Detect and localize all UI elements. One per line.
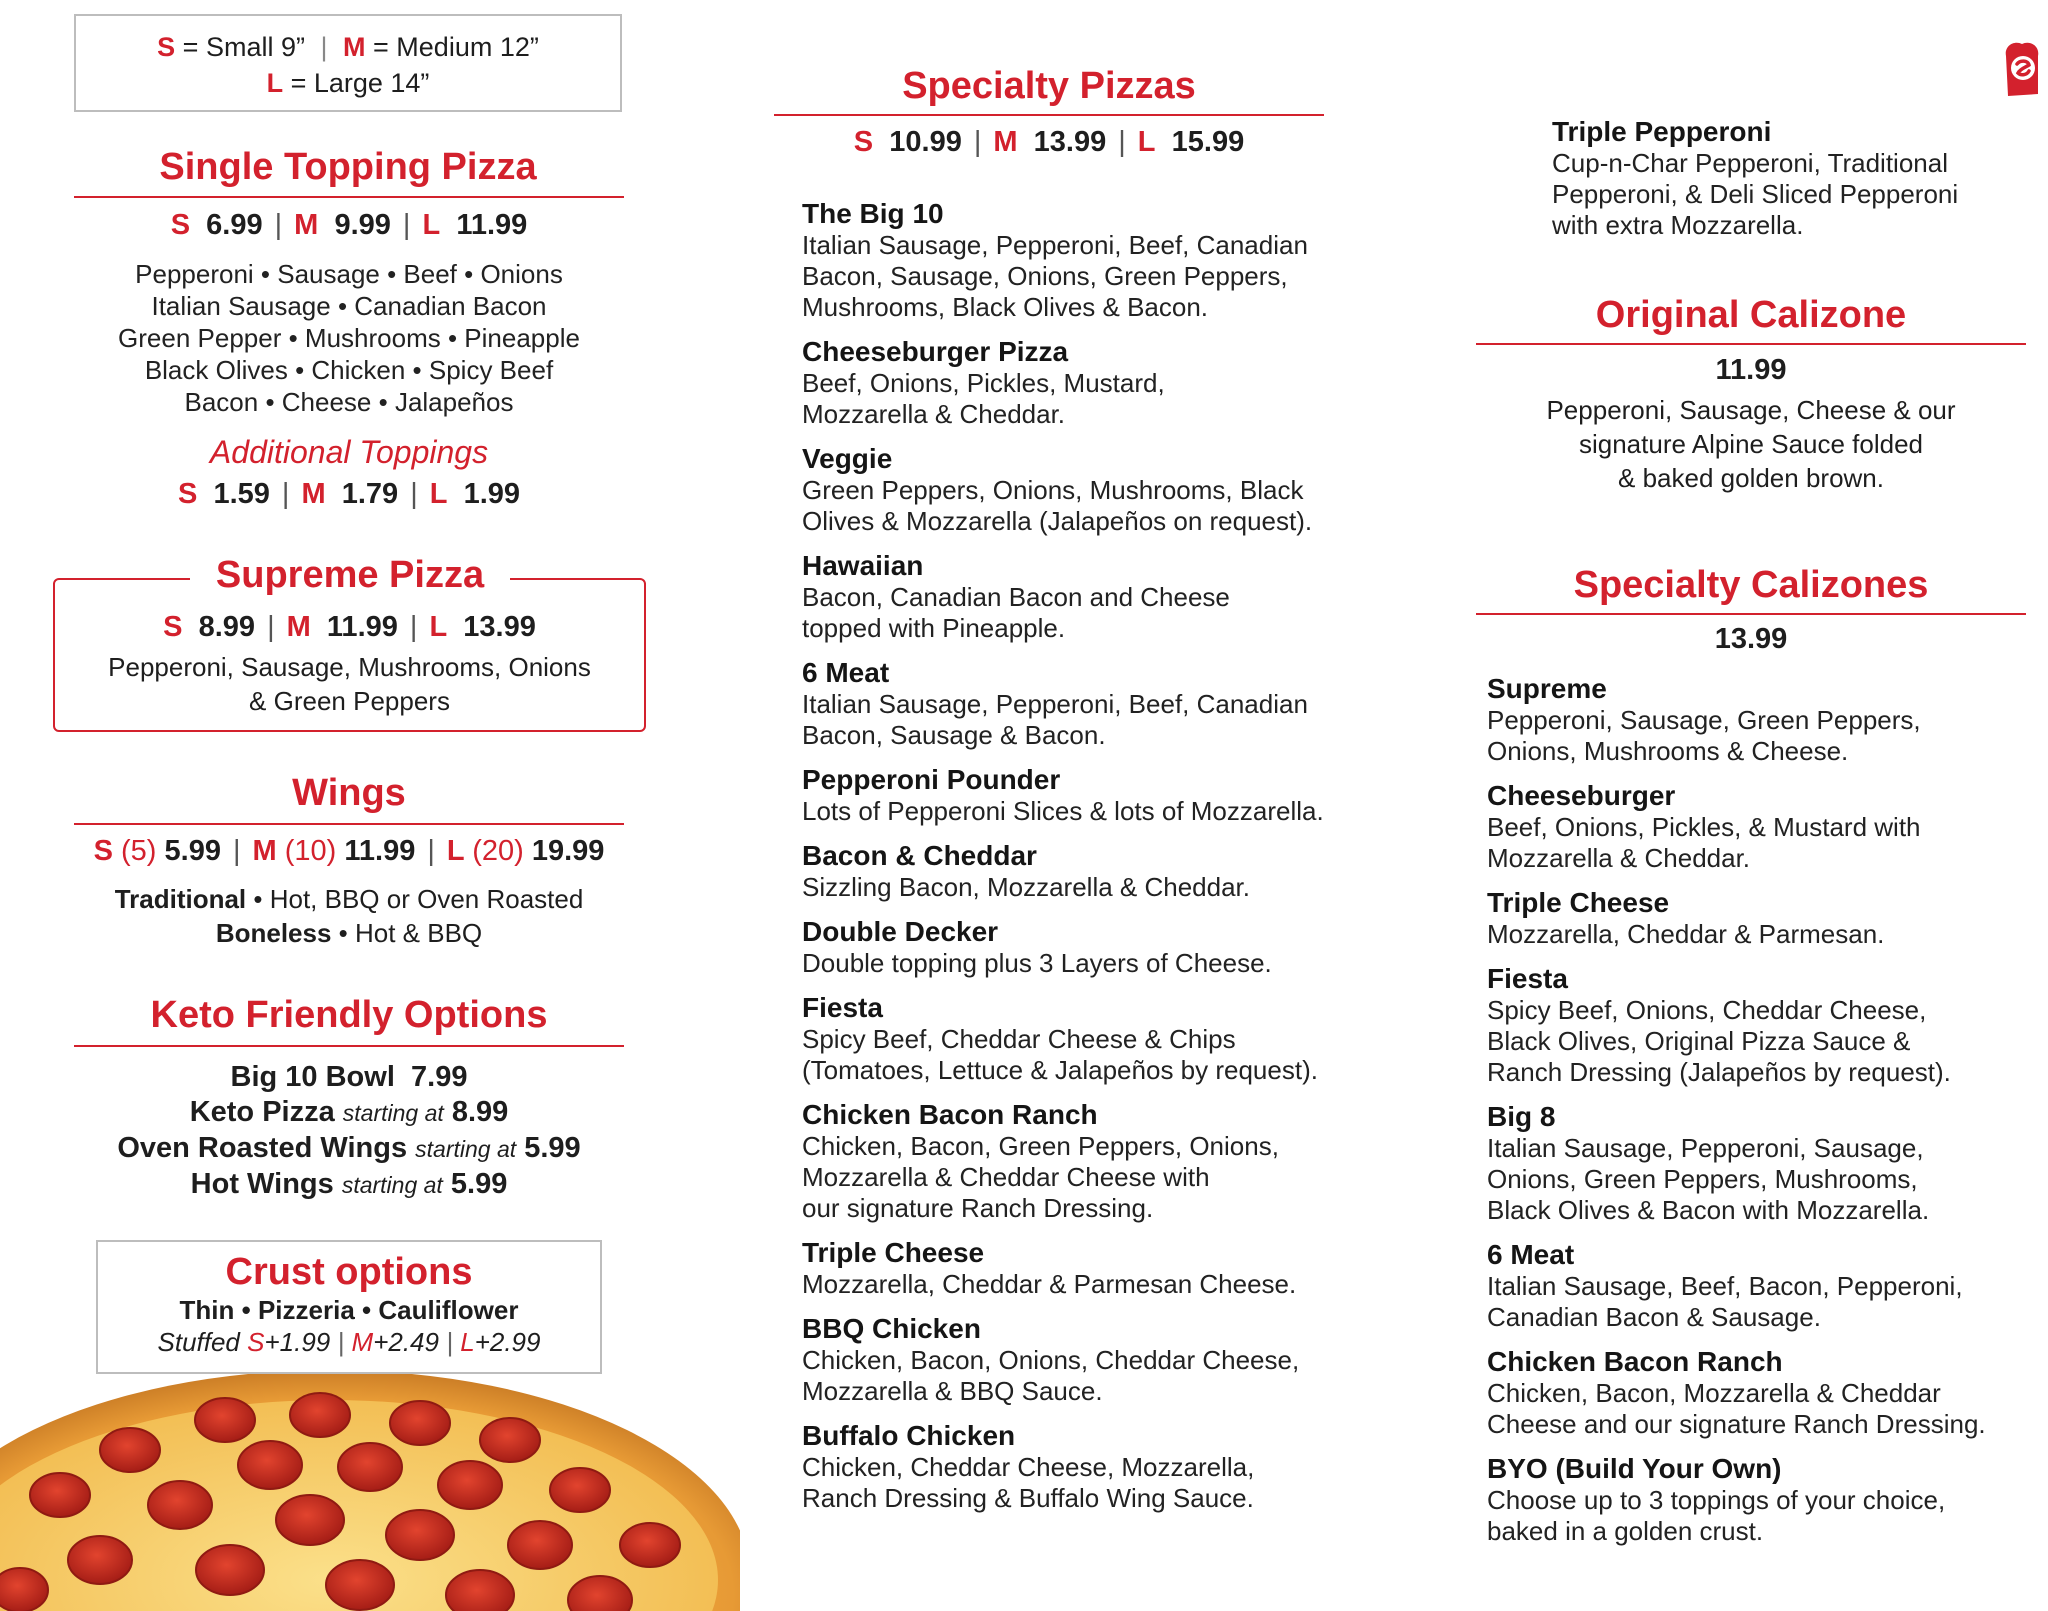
specialty-pizzas-rule <box>774 114 1324 116</box>
item-desc: Onions, Green Peppers, Mushrooms, <box>1487 1164 1918 1194</box>
item-name: Fiesta <box>1487 963 1568 994</box>
item-desc: Onions, Mushrooms & Cheese. <box>1487 736 1849 766</box>
keto-list <box>54 1060 644 1203</box>
item-desc: Beef, Onions, Pickles, & Mustard with <box>1487 812 1921 842</box>
wings-title: Wings <box>292 772 406 814</box>
item-desc: Olives & Mozzarella (Jalapeños on request). <box>802 506 1313 536</box>
menu-item <box>802 1099 1402 1224</box>
supreme-pizza-title: Supreme Pizza <box>190 553 510 597</box>
wings-price-m: 11.99 <box>344 835 416 867</box>
keto-title: Keto Friendly Options <box>150 994 548 1036</box>
item-desc: our signature Ranch Dressing. <box>802 1193 1154 1223</box>
wings-traditional-text: • Hot, BBQ or Oven Roasted <box>253 884 584 914</box>
topping-line: Green Pepper • Mushrooms • Pineapple <box>118 323 580 353</box>
crust-stuffed: Stuffed S+1.99 | M+2.49 | L+2.99 <box>157 1327 541 1357</box>
item-desc: Bacon, Canadian Bacon and Cheese <box>802 582 1230 612</box>
menu-item <box>802 1237 1402 1300</box>
item-name: BYO (Build Your Own) <box>1487 1453 1782 1484</box>
crust-options-box <box>96 1240 602 1374</box>
wings-boneless-label: Boneless <box>215 918 332 948</box>
item-desc: Ranch Dressing (Jalapeños by request). <box>1487 1057 1951 1087</box>
item-desc: topped with Pineapple. <box>802 613 1066 643</box>
menu-item <box>1487 887 2037 950</box>
wings-count-m: (10) <box>284 835 337 867</box>
chef-logo-icon <box>2000 38 2044 100</box>
menu-item <box>1487 1346 2037 1440</box>
crust-stuffed-m: +2.49 <box>373 1327 439 1357</box>
item-name: Cheeseburger Pizza <box>802 336 1069 367</box>
menu-item <box>1487 1239 2037 1333</box>
original-calzone-rule <box>1476 343 2026 345</box>
specialty-calzones-title: Specialty Calizones <box>1573 564 1929 606</box>
specialty-calzones-price: 13.99 <box>1714 623 1788 655</box>
topping-line: Black Olives • Chicken • Spicy Beef <box>144 355 554 385</box>
supreme-desc-line: & Green Peppers <box>249 686 450 716</box>
topping-line: Pepperoni • Sausage • Beef • Onions <box>135 259 563 289</box>
calzone-desc-line: signature Alpine Sauce folded <box>1578 429 1924 459</box>
specialty-price-m: 13.99 <box>1033 126 1107 158</box>
item-name: Big 8 <box>1487 1101 1556 1132</box>
keto-item-name: Hot Wings <box>190 1168 334 1200</box>
keto-item-name: Oven Roasted Wings <box>117 1132 408 1164</box>
item-desc: Canadian Bacon & Sausage. <box>1487 1302 1821 1332</box>
item-desc: Mozzarella & BBQ Sauce. <box>802 1376 1103 1406</box>
item-desc: Chicken, Bacon, Green Peppers, Onions, <box>802 1131 1279 1161</box>
item-name: Double Decker <box>802 916 999 947</box>
single-price-s: 6.99 <box>206 209 263 241</box>
supreme-price-s: 8.99 <box>198 611 256 643</box>
wings-options <box>74 882 624 950</box>
crust-title: Crust options <box>225 1251 473 1293</box>
item-name: BBQ Chicken <box>802 1313 981 1344</box>
supreme-pizza-prices: S 8.99 | M 11.99 | L 13.99 <box>163 611 536 643</box>
wings-price-l: 19.99 <box>531 835 605 867</box>
item-desc: Choose up to 3 toppings of your choice, <box>1487 1485 1946 1515</box>
item-desc: Italian Sausage, Pepperoni, Beef, Canadian <box>802 689 1308 719</box>
pepperoni-pizza-image <box>0 1345 740 1611</box>
item-desc: Double topping plus 3 Layers of Cheese. <box>802 948 1272 978</box>
keto-item <box>54 1167 644 1203</box>
item-desc: Spicy Beef, Cheddar Cheese & Chips <box>802 1024 1236 1054</box>
item-desc: Italian Sausage, Pepperoni, Beef, Canadian <box>802 230 1308 260</box>
size-label-small: = Small 9” <box>182 32 305 62</box>
menu-item <box>802 443 1402 537</box>
item-desc: Green Peppers, Onions, Mushrooms, Black <box>802 475 1304 505</box>
keto-item <box>54 1095 644 1131</box>
menu-item <box>802 1313 1402 1407</box>
menu-item <box>802 992 1402 1086</box>
menu-item <box>802 764 1402 827</box>
wings-prices: S (5) 5.99 | M (10) 11.99 | L (20) 19.99 <box>93 835 605 867</box>
menu-item <box>802 336 1402 430</box>
specialty-pizzas-list <box>802 198 1402 1527</box>
calzone-desc-line: & baked golden brown. <box>1618 463 1884 493</box>
original-calzone-title: Original Calizone <box>1595 294 1907 336</box>
keto-item-price: 8.99 <box>451 1096 509 1128</box>
item-name: Bacon & Cheddar <box>802 840 1037 871</box>
item-name: Triple Cheese <box>1487 887 1670 918</box>
wings-boneless-text: • Hot & BBQ <box>338 918 483 948</box>
keto-item <box>54 1131 644 1167</box>
item-desc: Italian Sausage, Beef, Bacon, Pepperoni, <box>1487 1271 1963 1301</box>
specialty-pizzas-prices: S 10.99 | M 13.99 | L 15.99 <box>853 126 1245 158</box>
item-desc: baked in a golden crust. <box>1487 1516 1764 1546</box>
menu-item <box>1487 1101 2037 1226</box>
original-calzone-desc <box>1476 393 2026 495</box>
keto-item-qualifier: starting at <box>342 1100 444 1126</box>
wings-count-l: (20) <box>472 835 524 867</box>
wings-traditional-label: Traditional <box>114 884 247 914</box>
item-name: 6 Meat <box>1487 1239 1575 1270</box>
item-desc: Mozzarella & Cheddar. <box>802 399 1066 429</box>
item-desc: Pepperoni, & Deli Sliced Pepperoni <box>1552 179 1959 209</box>
supreme-desc-line: Pepperoni, Sausage, Mushrooms, Onions <box>108 652 591 682</box>
item-desc: Beef, Onions, Pickles, Mustard, <box>802 368 1165 398</box>
item-desc: Bacon, Sausage, Onions, Green Peppers, <box>802 261 1288 291</box>
item-desc: Bacon, Sausage & Bacon. <box>802 720 1106 750</box>
specialty-calzones-list <box>1487 673 2037 1560</box>
single-topping-rule <box>74 196 624 198</box>
keto-item <box>54 1060 644 1095</box>
supreme-pizza-desc <box>53 650 646 718</box>
item-desc: Mozzarella, Cheddar & Parmesan Cheese. <box>802 1269 1297 1299</box>
item-name: Cheeseburger <box>1487 780 1676 811</box>
item-desc: Sizzling Bacon, Mozzarella & Cheddar. <box>802 872 1251 902</box>
keto-item-qualifier: starting at <box>415 1136 517 1162</box>
keto-item-price: 7.99 <box>411 1061 468 1093</box>
item-desc: (Tomatoes, Lettuce & Jalapeños by request). <box>802 1055 1318 1085</box>
keto-item-name: Keto Pizza <box>189 1096 335 1128</box>
item-desc: Chicken, Bacon, Onions, Cheddar Cheese, <box>802 1345 1300 1375</box>
single-topping-prices: S 6.99 | M 9.99 | L 11.99 <box>170 209 528 241</box>
item-name: Chicken Bacon Ranch <box>1487 1346 1783 1377</box>
item-name: Veggie <box>802 443 893 474</box>
topping-line: Italian Sausage • Canadian Bacon <box>151 291 547 321</box>
crust-stuffed-s: +1.99 <box>264 1327 331 1357</box>
menu-item <box>1487 963 2037 1088</box>
menu-item <box>1487 673 2037 767</box>
keto-rule <box>74 1045 624 1047</box>
triple-pepperoni-item <box>1552 116 2032 241</box>
menu-item <box>802 840 1402 903</box>
menu-item <box>1487 780 2037 874</box>
item-desc: Chicken, Bacon, Mozzarella & Cheddar <box>1487 1378 1941 1408</box>
specialty-price-l: 15.99 <box>1171 126 1245 158</box>
size-label-large: = Large 14” <box>290 68 430 98</box>
additional-toppings-title: Additional Toppings <box>209 434 489 470</box>
item-desc: Cheese and our signature Ranch Dressing. <box>1487 1409 1986 1439</box>
specialty-price-s: 10.99 <box>889 126 962 158</box>
wings-price-s: 5.99 <box>164 835 221 867</box>
keto-item-name: Big 10 Bowl <box>230 1061 395 1093</box>
size-code-large: L <box>266 68 284 98</box>
single-topping-title: Single Topping Pizza <box>159 146 537 188</box>
item-name: The Big 10 <box>802 198 944 229</box>
item-name: Fiesta <box>802 992 883 1023</box>
item-desc: Mozzarella, Cheddar & Parmesan. <box>1487 919 1885 949</box>
additional-price-m: 1.79 <box>341 478 399 510</box>
menu-item <box>1487 1453 2037 1547</box>
supreme-price-l: 13.99 <box>463 611 536 643</box>
size-code-small: S <box>157 32 176 62</box>
supreme-price-m: 11.99 <box>326 611 398 643</box>
crust-types: Thin • Pizzeria • Cauliflower <box>179 1295 519 1325</box>
additional-price-l: 1.99 <box>463 478 521 510</box>
single-price-l: 11.99 <box>456 209 528 241</box>
item-desc: Ranch Dressing & Buffalo Wing Sauce. <box>802 1483 1254 1513</box>
original-calzone-price: 11.99 <box>1715 354 1787 386</box>
keto-item-qualifier: starting at <box>341 1172 443 1198</box>
item-desc: Black Olives, Original Pizza Sauce & <box>1487 1026 1911 1056</box>
item-name: Hawaiian <box>802 550 924 581</box>
size-legend-box: S = Small 9” | M = Medium 12” L = Large 14” <box>74 14 622 112</box>
menu-item <box>802 198 1402 323</box>
keto-item-price: 5.99 <box>450 1168 508 1200</box>
item-desc: Spicy Beef, Onions, Cheddar Cheese, <box>1487 995 1927 1025</box>
crust-stuffed-label: Stuffed <box>157 1327 240 1357</box>
item-name: Triple Pepperoni <box>1552 116 1772 147</box>
single-price-m: 9.99 <box>334 209 391 241</box>
item-desc: Mozzarella & Cheddar. <box>1487 843 1751 873</box>
item-desc: Italian Sausage, Pepperoni, Sausage, <box>1487 1133 1924 1163</box>
item-desc: Mushrooms, Black Olives & Bacon. <box>802 292 1209 322</box>
item-desc: Chicken, Cheddar Cheese, Mozzarella, <box>802 1452 1255 1482</box>
specialty-calzones-rule <box>1476 613 2026 615</box>
item-desc: with extra Mozzarella. <box>1552 210 1804 240</box>
item-name: 6 Meat <box>802 657 890 688</box>
item-desc: Pepperoni, Sausage, Green Peppers, <box>1487 705 1921 735</box>
wings-rule <box>74 823 624 825</box>
size-label-medium: = Medium 12” <box>373 32 539 62</box>
size-code-medium: M <box>343 32 366 62</box>
specialty-pizzas-title: Specialty Pizzas <box>902 65 1196 107</box>
menu-item <box>802 657 1402 751</box>
item-name: Buffalo Chicken <box>802 1420 1016 1451</box>
item-desc: Mozzarella & Cheddar Cheese with <box>802 1162 1210 1192</box>
keto-item-price: 5.99 <box>524 1132 581 1164</box>
menu-item <box>802 916 1402 979</box>
topping-line: Bacon • Cheese • Jalapeños <box>184 387 514 417</box>
calzone-desc-line: Pepperoni, Sausage, Cheese & our <box>1546 395 1956 425</box>
item-name: Chicken Bacon Ranch <box>802 1099 1098 1130</box>
item-desc: Lots of Pepperoni Slices & lots of Mozzarella. <box>802 796 1324 826</box>
additional-toppings-prices: S 1.59 | M 1.79 | L 1.99 <box>177 478 521 510</box>
single-topping-list <box>74 258 624 418</box>
wings-count-s: (5) <box>121 835 157 867</box>
item-name: Triple Cheese <box>802 1237 985 1268</box>
menu-item <box>802 550 1402 644</box>
additional-price-s: 1.59 <box>213 478 270 510</box>
item-desc: Cup-n-Char Pepperoni, Traditional <box>1552 148 1948 178</box>
item-name: Pepperoni Pounder <box>802 764 1061 795</box>
item-name: Supreme <box>1487 673 1607 704</box>
crust-stuffed-l: +2.99 <box>474 1327 541 1357</box>
menu-item <box>802 1420 1402 1514</box>
item-desc: Black Olives & Bacon with Mozzarella. <box>1487 1195 1930 1225</box>
